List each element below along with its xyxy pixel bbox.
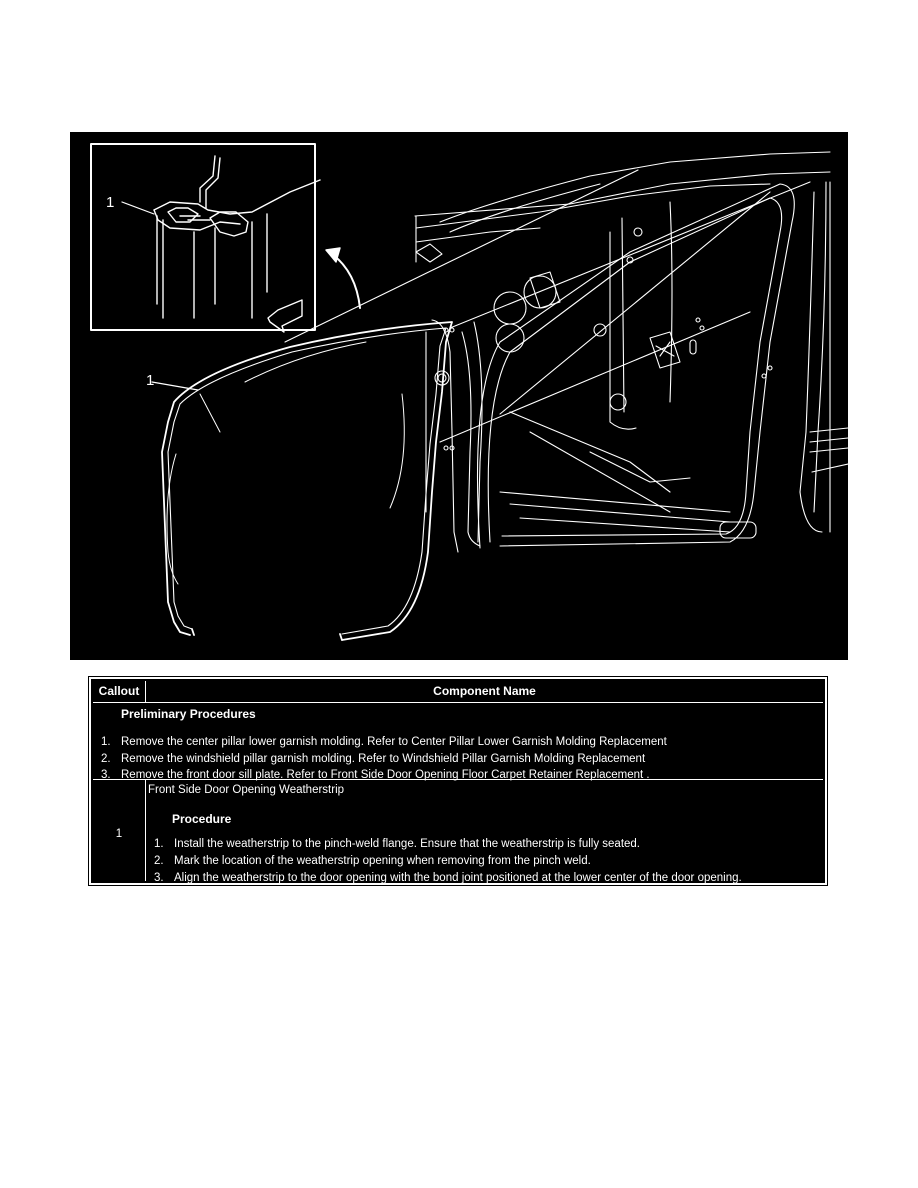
illustration-drawing [70, 132, 848, 660]
table-header [93, 681, 823, 703]
preliminary-title: Preliminary Procedures [121, 707, 256, 721]
weatherstrip-callout-label: 1 [146, 372, 155, 389]
inset-callout-label: 1 [106, 194, 115, 211]
preliminary-step: 2. Remove the windshield pillar garnish molding. Refer to Windshield Pillar Garnish Molding Replacement [101, 752, 646, 765]
table-body [92, 680, 824, 882]
inset-detail [91, 144, 320, 332]
callout-table [89, 677, 827, 885]
component-cell [146, 780, 823, 884]
preliminary-step: 1. Remove the center pillar lower garnish molding. Refer to Center Pillar Lower Garnish Molding Replacement [101, 736, 667, 748]
vehicle-body [285, 152, 848, 552]
table-row [93, 780, 823, 884]
procedure-step: 1. Install the weatherstrip to the pinch-weld flange. Ensure that the weatherstrip is fully seated. [154, 838, 641, 850]
preliminary-steps [101, 734, 667, 784]
header-component-name: Component Name [433, 684, 536, 698]
procedure-title: Procedure [172, 812, 232, 826]
header-callout: Callout [93, 681, 146, 702]
procedure-step: 3. Align the weatherstrip to the door opening with the bond joint positioned at the lower center of the door opening. [154, 872, 742, 884]
door-weatherstrip [152, 322, 452, 640]
procedure-steps [154, 836, 742, 887]
procedure-step: 2. Mark the location of the weatherstrip opening when removing from the pinch weld. [154, 855, 591, 867]
callout-cell [93, 780, 146, 881]
preliminary-procedures-row [93, 703, 823, 780]
preliminary-step: 3. Remove the front door sill plate. Refer to Front Side Door Opening Floor Carpet Retainer Replacement . [101, 769, 650, 781]
component-name: Front Side Door Opening Weatherstrip [148, 784, 345, 796]
callout-number: 1 [115, 828, 123, 840]
weatherstrip-illustration [70, 132, 848, 660]
